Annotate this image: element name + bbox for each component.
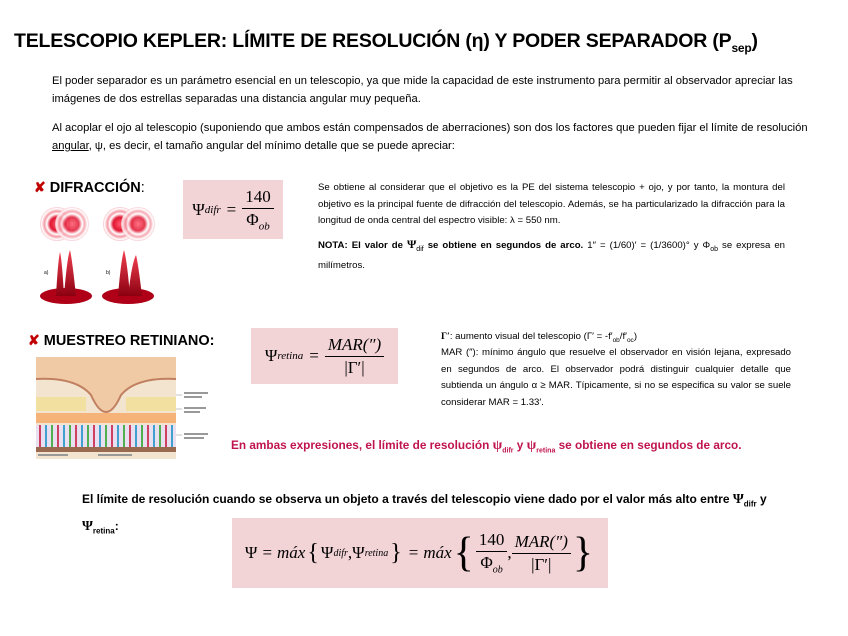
diffraction-formula: Ψ difr = $\frac{140}{\Phi_{ob}}$ bbox=[183, 180, 283, 239]
units-statement: En ambas expresiones, el límite de resolución $\psi_{difr}$ y $\psi_{retina}$ se obtiene en segundos de arco. bbox=[231, 438, 742, 455]
diffraction-heading: ✘ DIFRACCIÓN: bbox=[34, 179, 145, 196]
cross-mark-icon: ✘ bbox=[28, 332, 40, 348]
intensity-peaks-left bbox=[40, 250, 92, 304]
airy-ring-left bbox=[40, 207, 89, 241]
final-statement: El límite de resolución cuando se observa un objeto a través del telescopio viene dado por el valor más alto entre $\Psi_{difr}$ y $\Psi_{retina}$: bbox=[82, 492, 767, 536]
diffraction-note: NOTA: El valor de $\Psi_{dif}$ se obtiene en segundos de arco. 1″ = (1/60)′ = (1/3600)° y $\Phi_{ob}$ se expresa en milímetros. bbox=[318, 237, 785, 272]
intro-paragraph-1: El poder separador es un parámetro esencial en un telescopio, ya que mide la capacidad de este instrumento para permitir al observador apreciar las imágenes de dos estrellas separadas una distancia angular muy pequeña. bbox=[52, 75, 793, 105]
intensity-peaks-right bbox=[102, 250, 154, 304]
retina-formula: Ψ retina = $\frac{\text{MAR(″)}}{|\Gamma'|}$ bbox=[251, 328, 398, 384]
svg-text:b): b) bbox=[106, 270, 111, 276]
max-resolution-formula: Ψ = máx { Ψ difr , Ψ retina } = máx { $\frac{140}{\Phi_{ob}}$ , $\frac{\text{MAR(″)}}{|\Gamma'|}$ } bbox=[232, 518, 608, 588]
airy-ring-right bbox=[103, 207, 155, 241]
page-title: TELESCOPIO KEPLER: LÍMITE DE RESOLUCIÓN (η) Y PODER SEPARADOR $(P_{sep})$ bbox=[14, 30, 758, 55]
mar-definition: MAR (″): mínimo ángulo que resuelve el observador en visión lejana, expresado en segundos de arco. El observador podrá distinguir cualquier detalle que subtienda un ángulo α ≥ MAR. Típicamente, si no se especifica su valor se suele considerar MAR = 1.33′. bbox=[441, 347, 791, 408]
gamma-definition: Γ′: aumento visual del telescopio $(\Gamma' = -f'_{ob}/f'_{oc})$ bbox=[441, 331, 638, 344]
svg-text:a): a) bbox=[44, 270, 49, 276]
diffraction-pattern-illustration bbox=[38, 200, 158, 310]
retina-heading: ✘ MUESTREO RETINIANO: bbox=[28, 332, 215, 349]
diffraction-explanation: Se obtiene al considerar que el objetivo es la PE del sistema telescopio + ojo, y por tanto, la montura del objetivo es la principal fuente de difracción del telescopio. Además, se ha particularizado la difracción para la longitud de onda central del espectro visible: λ = 550 nm. bbox=[318, 182, 785, 226]
photoreceptor-layer bbox=[36, 425, 176, 447]
cross-mark-icon: ✘ bbox=[34, 179, 46, 195]
intro-paragraph-2: Al acoplar el ojo al telescopio (suponiendo que ambos están compensados de aberraciones) son dos los factores que pueden fijar el límite de resolución angular, ψ, es decir, el tamaño angular del mínimo detalle que se puede apreciar: bbox=[52, 122, 808, 152]
retina-cross-section-illustration bbox=[36, 357, 214, 459]
